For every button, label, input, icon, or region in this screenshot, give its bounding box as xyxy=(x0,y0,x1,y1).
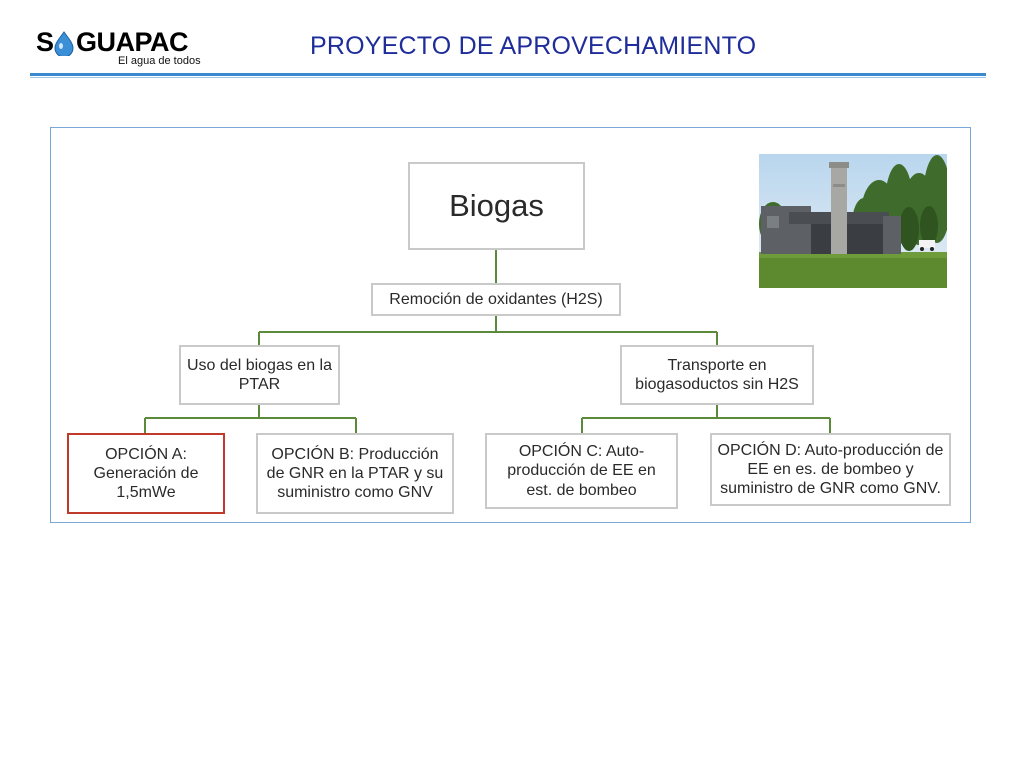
node-uso-biogas-ptar xyxy=(179,345,340,405)
logo-tagline: El agua de todos xyxy=(118,55,201,67)
page-title: PROYECTO DE APROVECHAMIENTO xyxy=(310,32,757,60)
svg-text:GUAPAC: GUAPAC xyxy=(76,27,189,56)
node-biogas-label: Biogas xyxy=(449,188,544,224)
node-opcion-a xyxy=(67,433,225,514)
node-opcion-c-label: OPCIÓN C: Auto-producción de EE en est. de bombeo xyxy=(507,443,656,499)
node-opcion-d-label: OPCIÓN D: Auto-producción de EE en es. de bombeo y suministro de GNR como GNV. xyxy=(717,441,944,498)
plant-photo-illustration xyxy=(759,154,947,288)
node-uso-label: Uso del biogas en la PTAR xyxy=(187,356,332,393)
node-transporte-biogasoductos xyxy=(620,345,814,405)
node-remocion-label: Remoción de oxidantes (H2S) xyxy=(389,290,603,308)
node-opcion-b xyxy=(256,433,454,514)
node-opcion-a-label: OPCIÓN A: Generación de 1,5mWe xyxy=(93,445,199,502)
node-remocion-oxidantes xyxy=(371,283,621,316)
node-biogas xyxy=(408,162,585,250)
svg-text:S: S xyxy=(36,27,54,56)
node-opcion-d xyxy=(710,433,951,506)
node-opcion-b-label: OPCIÓN B: Producción de GNR en la PTAR y su suministro como GNV xyxy=(266,445,444,502)
node-transporte-label: Transporte en biogasoductos sin H2S xyxy=(635,356,799,393)
biogas-plant-photo xyxy=(759,154,947,288)
node-opcion-c xyxy=(485,433,678,509)
